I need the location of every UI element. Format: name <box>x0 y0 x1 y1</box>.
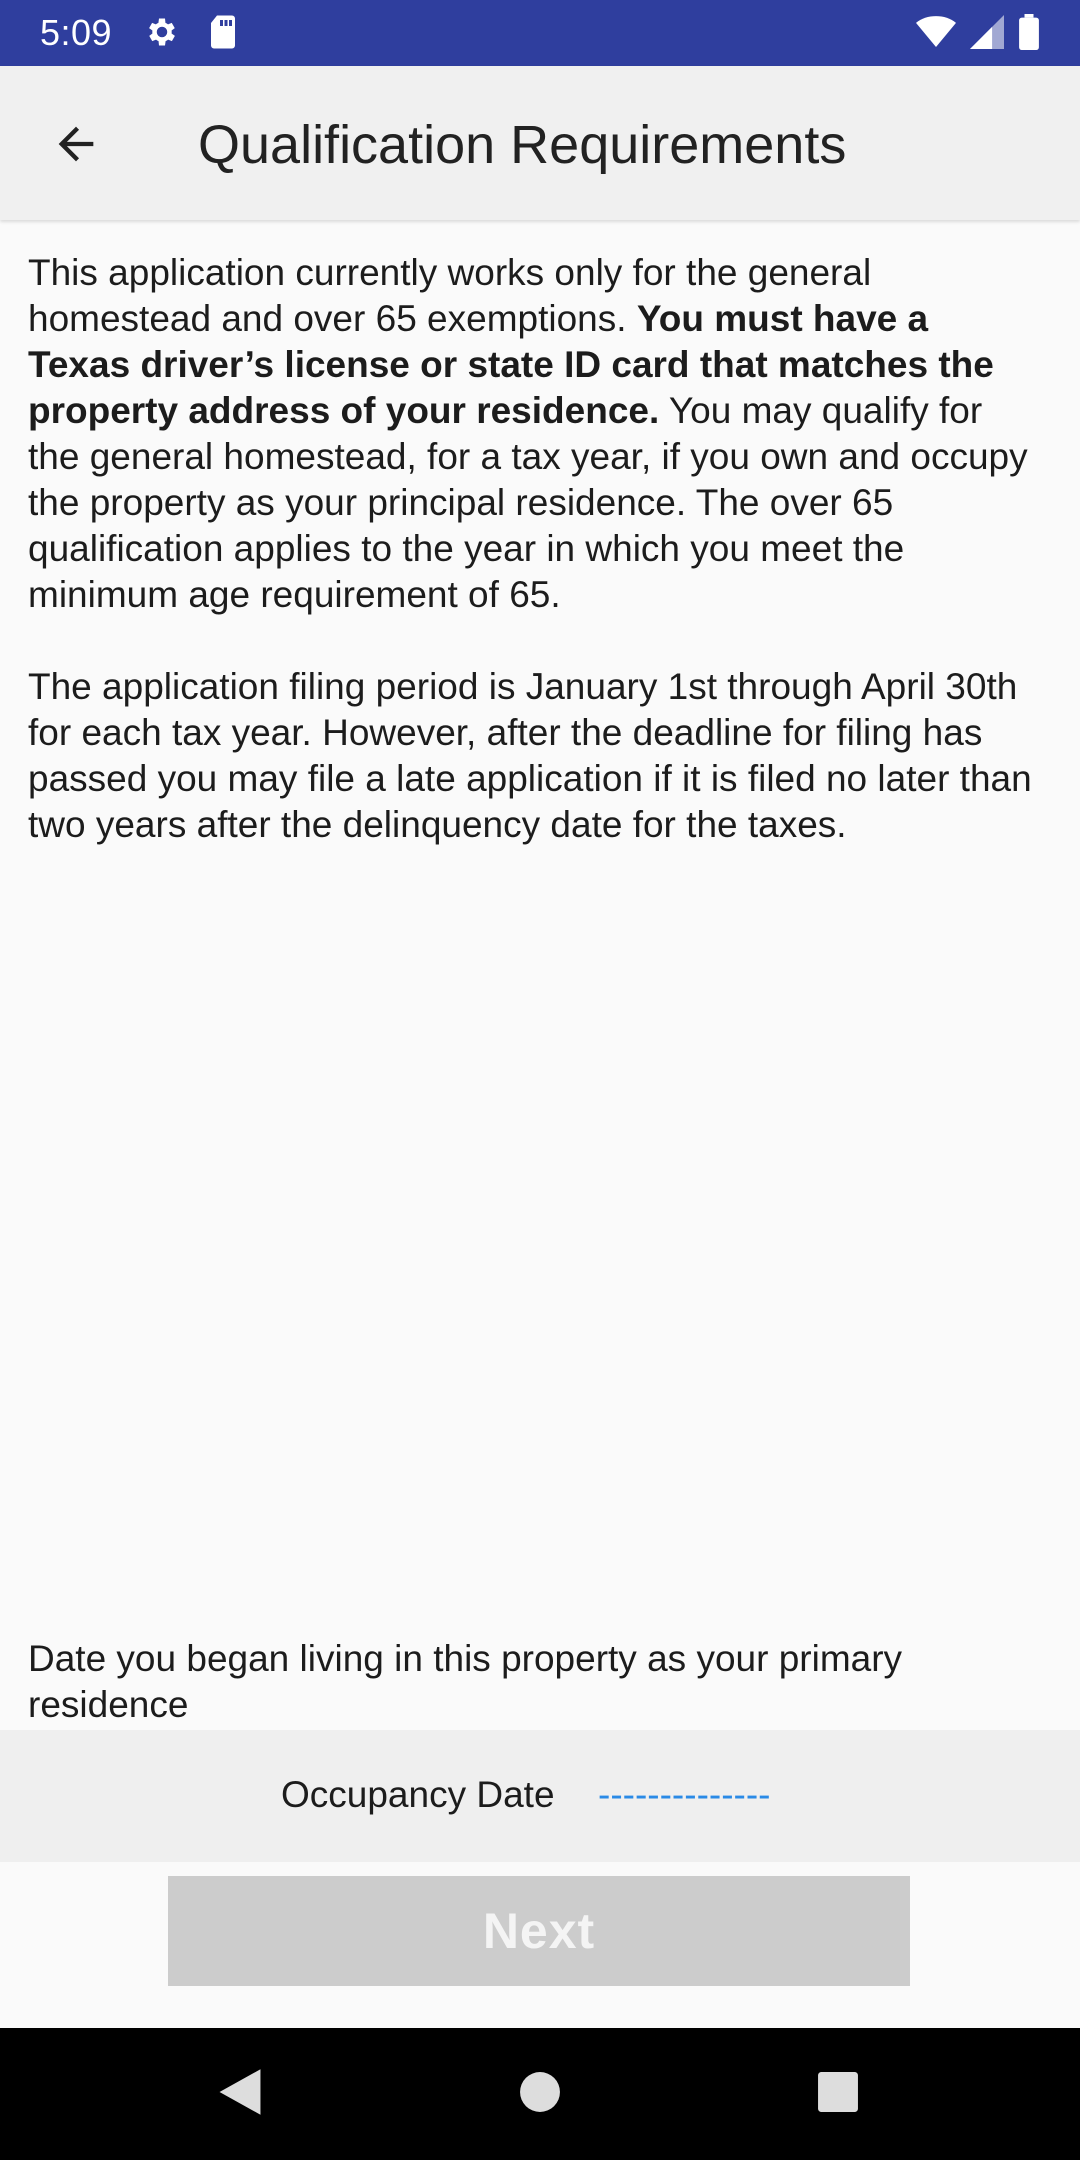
arrow-back-icon <box>50 118 102 175</box>
occupancy-date-label: Occupancy Date <box>281 1774 555 1815</box>
nav-home-button[interactable] <box>504 2058 576 2130</box>
cell-signal-icon <box>970 15 1004 49</box>
app-bar <box>0 66 1080 220</box>
status-time: 5:09 <box>40 12 113 53</box>
qualification-text <box>28 250 1038 848</box>
paragraph-1-rest: You may qualify for the general homestead, for a tax year, if you own and occupy the property as your principal residence. The over 65 qualification applies to the year in which you meet the minimum age requirement of 65. <box>28 390 1028 615</box>
status-right-icons <box>916 14 1040 50</box>
nav-recents-button[interactable] <box>802 2058 874 2130</box>
occupancy-row <box>0 1730 1080 1862</box>
nav-back-button[interactable] <box>204 2058 276 2130</box>
sd-card-icon <box>208 14 238 50</box>
wifi-icon <box>916 15 956 49</box>
residence-prompt: Date you began living in this property as your primary residence <box>28 1638 903 1725</box>
nav-home-icon <box>519 2071 561 2118</box>
status-bar <box>0 0 1080 66</box>
status-left-icons <box>144 14 238 50</box>
back-button[interactable] <box>40 110 112 182</box>
battery-icon <box>1018 14 1040 50</box>
qualification-paragraph-2: The application filing period is January 1st through April 30th for each tax year. However, after the deadline for filing has passed you may file a late application if it is filed no later than two years after the delinquency date for the taxes. <box>28 666 1032 845</box>
next-button[interactable]: Next <box>168 1876 910 1986</box>
page-title: Qualification Requirements <box>198 115 847 175</box>
gear-icon <box>144 14 180 50</box>
paragraph-1-bold: You must have a Texas driver’s license or state ID card that matches the property address of your residence. <box>28 298 994 431</box>
qualification-paragraph-1 <box>28 250 1038 618</box>
nav-recents-icon <box>817 2071 859 2118</box>
paragraph-1-intro: This application currently works only for the general homestead and over 65 exemptions. <box>28 252 872 339</box>
occupancy-date-picker[interactable]: -------------- <box>598 1774 771 1815</box>
navigation-bar <box>0 2028 1080 2160</box>
nav-back-icon <box>217 2067 263 2122</box>
